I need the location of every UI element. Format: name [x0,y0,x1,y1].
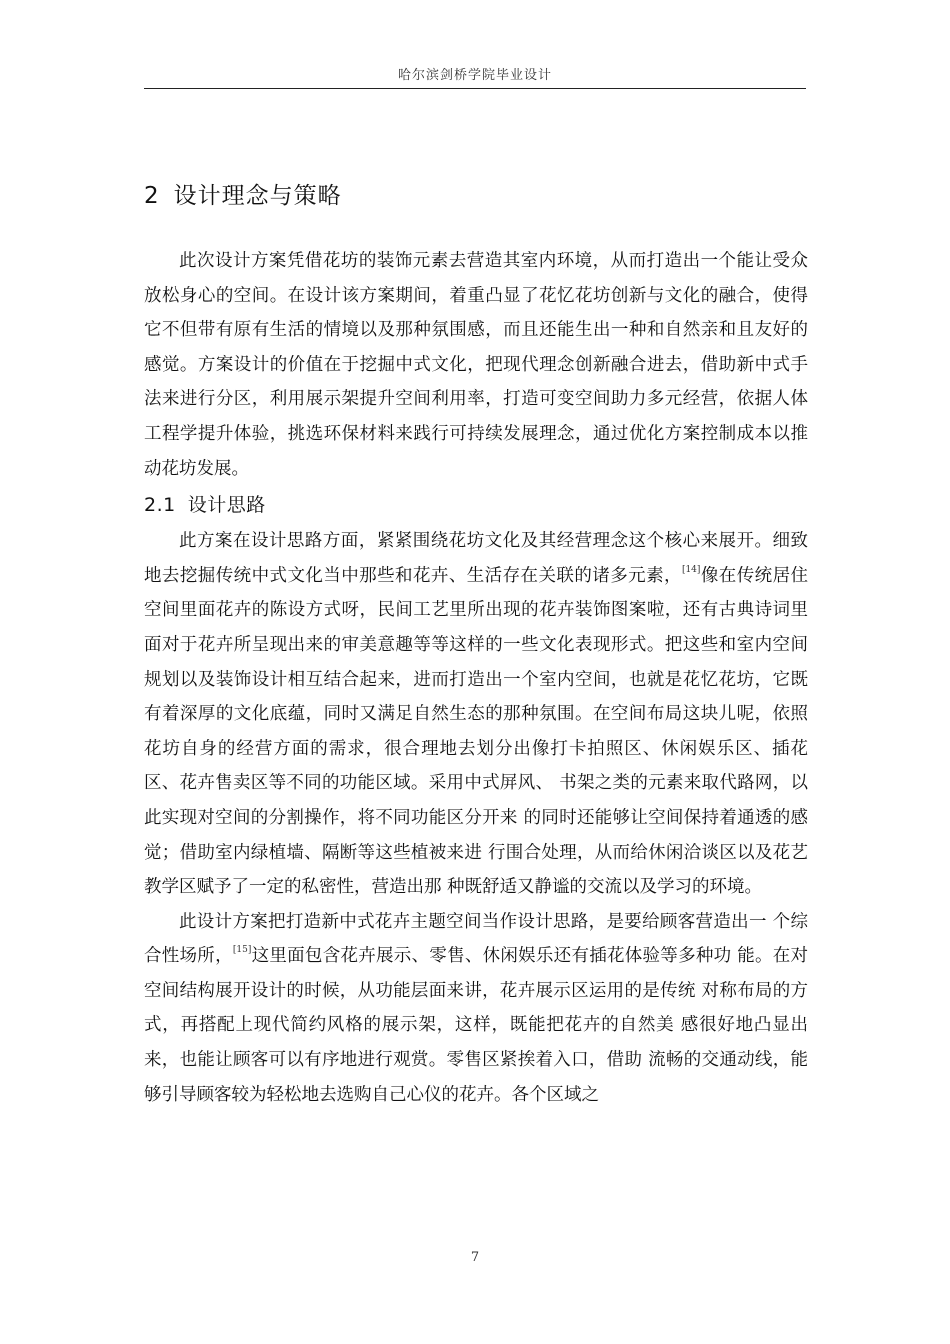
section-title-text: 设计思路 [187,494,266,517]
page-number: 7 [470,1250,480,1265]
section-paragraph-2 [144,905,808,1113]
section-number: 2.1 [144,494,176,517]
citation-15[interactable]: [15] [232,945,252,956]
chapter-title [144,177,342,210]
citation-14[interactable]: [14] [681,564,701,575]
section-title [144,486,808,524]
section-paragraph-1 [144,524,808,905]
paragraph-2-text-b: 这里面包含花卉展示、零售、休闲娱乐还有插花体验等多种功 能。在对空间结构展开设计的时候，从功能层面来讲，花卉展示区运用的是传统 对称布局的方式，再搭配上现代简约风格的展示架，这样，既能把花卉的自然美 感很好地凸显出来，也能让顾客可以有序地进行观赏。零售区紧挨着入口，借助 流畅的交通动线，能够引导顾客较为轻松地去选购自己心仪的花卉。各个区域之 [144,946,809,1105]
intro-paragraph: 此次设计方案凭借花坊的装饰元素去营造其室内环境，从而打造出一个能让受众放松身心的空间。在设计该方案期间，着重凸显了花忆花坊创新与文化的融合，使得它不但带有原有生活的情境以及那种氛围感，而且还能生出一种和自然亲和且友好的感觉。方案设计的价值在于挖掘中式文化，把现代理念创新融合进去，借助新中式手法来进行分区，利用展示架提升空间利用率，打造可变空间助力多元经营，依据人体工程学提升体验，挑选环保材料来践行可持续发展理念，通过优化方案控制成本以推动花坊发展。 [144,251,808,479]
paragraph-1-text-b: 像在传统居住空间里面花卉的陈设方式呀，民间工艺里所出现的花卉装饰图案啦，还有古典诗词里面对于花卉所呈现出来的审美意趣等等这样的一些文化表现形式。把这些和室内空间规划以及装饰设计相互结合起来，进而打造出一个室内空间，也就是花忆花坊，它既有着深厚的文化底蕴，同时又满足自然生态的那种氛围。在空间布局这块儿呢，依照花坊自身的经营方面的需求，很合理地去划分出像打卡拍照区、休闲娱乐区、插花区、花卉售卖区等不同的功能区域。采用中式屏风、 书架之类的元素来取代路网，以此实现对空间的分割操作，将不同功能区分开来 的同时还能够让空间保持着通透的感觉；借助室内绿植墙、隔断等这些植被来进 行围合处理，从而给休闲洽谈区以及花艺教学区赋予了一定的私密性，营造出那 种既舒适又静谧的交流以及学习的环境。 [144,565,809,898]
running-header: 哈尔滨剑桥学院毕业设计 [397,68,552,83]
paragraph-2-text-a: 此设计方案把打造新中式花卉主题空间当作设计思路，是要给顾客营造出一 个综合性场所， [144,911,808,967]
header-rule [144,88,806,89]
chapter-title-text: 设计理念与策略 [173,183,342,209]
chapter-number: 2 [144,183,160,209]
paragraph-1-text-a: 此方案在设计思路方面，紧紧围绕花坊文化及其经营理念这个核心来展开。细致地去挖掘传统中式文化当中那些和花卉、生活存在关联的诸多元素， [144,531,808,586]
body-content [144,244,808,1112]
